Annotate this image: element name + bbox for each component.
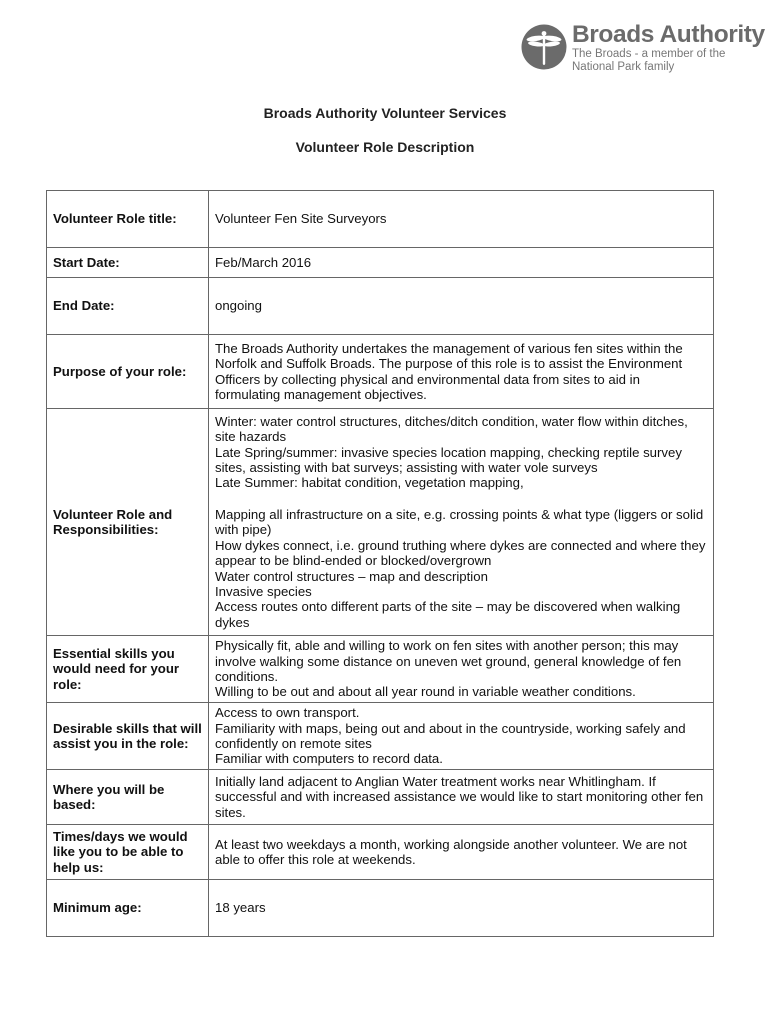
end-date-value: ongoing	[209, 278, 714, 335]
start-date-value: Feb/March 2016	[209, 248, 714, 278]
responsibility-line: Late Spring/summer: invasive species location mapping, checking reptile survey sites, assisting with bat surveys; assisting with water vole surveys	[215, 444, 682, 476]
table-row	[47, 636, 714, 703]
minimum-age-value: 18 years	[209, 880, 714, 937]
location-value: Initially land adjacent to Anglian Water treatment works near Whitlingham. If successful and with increased assistance we would like to start monitoring other fen sites.	[209, 770, 714, 825]
responsibility-line: Access routes onto different parts of the site – may be discovered when walking dykes	[215, 599, 681, 630]
purpose-label: Purpose of your role:	[47, 335, 209, 409]
logo-tagline-2: National Park family	[572, 61, 675, 73]
document-subtitle: Volunteer Role Description	[295, 139, 475, 155]
broads-authority-logo	[521, 22, 765, 74]
essential-skills-value	[209, 636, 714, 703]
responsibility-line: Mapping all infrastructure on a site, e.g. crossing points & what type (liggers or solid with pipe)	[215, 506, 704, 538]
skill-line: Physically fit, able and willing to work on fen sites with another person; this may involve walking some distance on uneven wet ground, general knowledge of fen conditions.	[215, 638, 682, 684]
start-date-label: Start Date:	[47, 248, 209, 278]
skill-line: Access to own transport.	[215, 705, 360, 721]
role-title-value: Volunteer Fen Site Surveyors	[209, 191, 714, 248]
availability-value: At least two weekdays a month, working alongside another volunteer. We are not able to offer this role at weekends.	[209, 825, 714, 880]
logo-name: Broads Authority	[572, 21, 765, 48]
dragonfly-logo-icon	[521, 24, 567, 70]
location-label: Where you will be based:	[47, 770, 209, 825]
responsibilities-label: Volunteer Role and Responsibilities:	[47, 409, 209, 636]
responsibilities-value	[209, 409, 714, 636]
skill-line: Willing to be out and about all year round in variable weather conditions.	[215, 684, 636, 700]
table-row	[47, 880, 714, 937]
purpose-value: The Broads Authority undertakes the management of various fen sites within the Norfolk and Suffolk Broads. The purpose of this role is to assist the Environment Officers by collecting physical and environmental data from sites to aid in formulating management objectives.	[209, 335, 714, 409]
table-row	[47, 409, 714, 636]
table-row	[47, 191, 714, 248]
table-row	[47, 770, 714, 825]
desirable-skills-value	[209, 703, 714, 770]
essential-skills-label: Essential skills you would need for your role:	[47, 636, 209, 703]
responsibility-line: Invasive species	[215, 583, 312, 599]
logo-tagline-1: The Broads - a member of the	[572, 48, 726, 60]
table-row	[47, 335, 714, 409]
paragraph-gap	[215, 491, 707, 507]
table-row	[47, 278, 714, 335]
role-description-table	[46, 190, 714, 937]
desirable-skills-label: Desirable skills that will assist you in the role:	[47, 703, 209, 770]
table-row	[47, 248, 714, 278]
table-row	[47, 825, 714, 880]
table-row	[47, 703, 714, 770]
minimum-age-label: Minimum age:	[47, 880, 209, 937]
responsibility-line: Water control structures – map and description	[215, 568, 488, 584]
responsibility-line: Late Summer: habitat condition, vegetation mapping,	[215, 475, 524, 491]
document-title: Broads Authority Volunteer Services	[263, 105, 507, 121]
skill-line: Familiar with computers to record data.	[215, 751, 443, 767]
responsibility-line: Winter: water control structures, ditches/ditch condition, water flow within ditches, site hazards	[215, 413, 688, 445]
role-title-label: Volunteer Role title:	[47, 191, 209, 248]
responsibility-line: How dykes connect, i.e. ground truthing where dykes are connected and where they appear to be blind-ended or blocked/overgrown	[215, 537, 706, 569]
skill-line: Familiarity with maps, being out and about in the countryside, working safely and confidently on remote sites	[215, 720, 686, 751]
end-date-label: End Date:	[47, 278, 209, 335]
availability-label: Times/days we would like you to be able to help us:	[47, 825, 209, 880]
